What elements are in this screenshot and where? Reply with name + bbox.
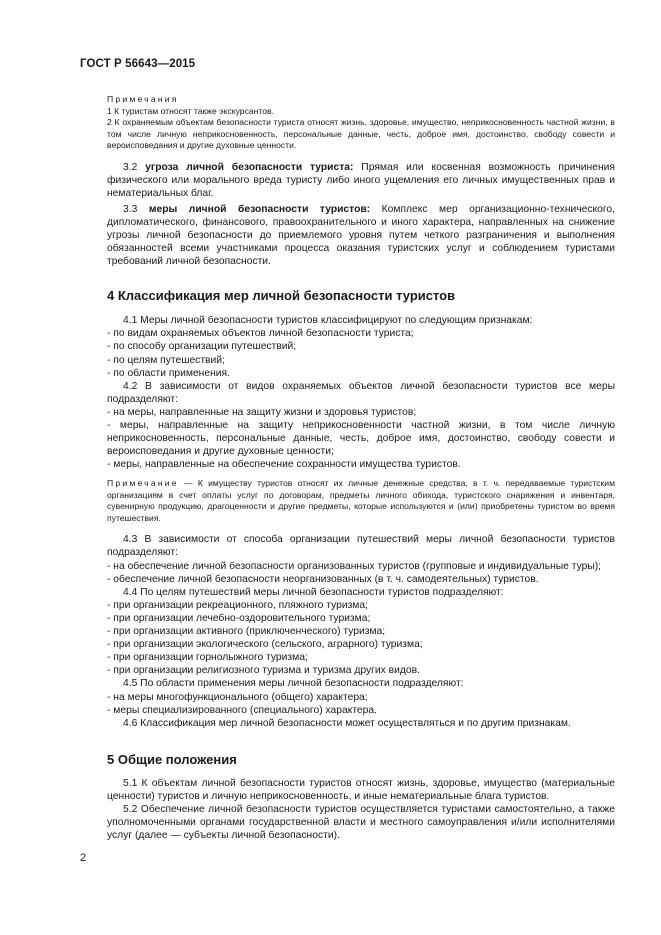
- definition-number: 3.2: [123, 161, 138, 173]
- paragraph-4-6: 4.6 Классификация мер личной безопасности может осуществляться и по другим признакам.: [123, 717, 571, 729]
- list-item: - обеспечение личной безопасности неорганизованных (в т. ч. самодеятельных) туристов.: [107, 573, 539, 585]
- list-item: - на обеспечение личной безопасности организованных туристов (групповые и индивидуальные туры);: [107, 560, 602, 572]
- paragraph-4-4: 4.4 По целям путешествий меры личной безопасности туристов подразделяют:: [123, 586, 504, 598]
- section-5-title: 5 Общие положения: [107, 751, 237, 767]
- note-item-2: 2 К охраняемым объектам безопасности туриста относят жизнь, здоровье, имущество, неприкосновенность частной жизни, в том числе личную неприкосновенность, персональные данные, честь, доброе имя, достоинство, свободу совести и вероисповедания и другие духовные ценности.: [107, 117, 615, 150]
- list-item: - при организации горнолыжного туризма;: [107, 652, 308, 664]
- definition-term: угроза личной безопасности туриста:: [145, 161, 354, 173]
- paragraph-4-1: 4.1 Меры личной безопасности туристов классифицируют по следующим признакам:: [123, 315, 533, 327]
- list-item: - меры, направленные на обеспечение сохранности имущества туристов.: [107, 459, 461, 471]
- definition-number: 3.3: [123, 203, 138, 215]
- paragraph-4-3: 4.3 В зависимости от способа организации путешествий меры личной безопасности туристов подразделяют:: [107, 534, 615, 559]
- list-item: - на меры, направленные на защиту жизни и здоровья туристов;: [107, 406, 417, 418]
- definition-text: Комплекс мер организационно-технического, дипломатического, финансового, правоохранительного и иного характера, направленных на снижение угрозы личной безопасности до приемлемого уровня путем четкого разграничения и выполнения обязанностей всеми участниками процесса оказания туристских услуг и соблюдением туристами требований личной безопасности.: [107, 203, 615, 268]
- notes-block: [107, 94, 615, 152]
- list-item: - меры, направленные на защиту неприкосновенности частной жизни, в том числе личную неприкосновенность, персональные данные, честь, доброе имя, достоинство, свободу совести и вероисповедания и другие духовные ценности;: [107, 420, 615, 458]
- paragraph-4-5: 4.5 По области применения меры личной безопасности подразделяют:: [123, 678, 464, 690]
- notes-title: Примечания: [107, 94, 179, 104]
- paragraph-5-2: 5.2 Обеспечение личной безопасности туристов осуществляется туристами самостоятельно, а также уполномоченными органами государственной власти и местного самоуправления и/или исполнителями услуг (далее — субъекты личной безопасности).: [107, 803, 615, 842]
- list-item: - по целям путешествий;: [107, 354, 225, 366]
- list-item: - при организации экологического (сельского, аграрного) туризма;: [107, 639, 423, 651]
- definition-term: меры личной безопасности туристов:: [148, 203, 371, 215]
- list-item: - при организации рекреационного, пляжного туризма;: [107, 599, 368, 611]
- list-item: - по способу организации путешествий;: [107, 341, 297, 353]
- page-content: [107, 94, 615, 842]
- note-item-1: 1 К туристам относят также экскурсантов.: [107, 105, 274, 116]
- list-item: - по видам охраняемых объектов личной безопасности туриста;: [107, 328, 414, 340]
- list-item: - при организации лечебно-оздоровительного туризма;: [107, 612, 371, 624]
- definition-3-3: [107, 203, 615, 268]
- list-item: - по области применения.: [107, 367, 230, 379]
- note-text: — К имуществу туристов относят их личные денежные средства, в т. ч. передаваемые туристским организациям в счет оплаты услуг по договорам, предметы личного обихода, туристского снаряжения и инвентаря, сувенирную продукцию, драгоценности и другие предметы, которые используются и (или) приобретены туристом во время путешествия.: [107, 478, 615, 523]
- section-4-title: 4 Классификация мер личной безопасности туристов: [107, 288, 456, 304]
- list-item: - при организации религиозного туризма и туризма других видов.: [107, 665, 420, 677]
- definition-3-2: [107, 161, 615, 200]
- standard-header: ГОСТ Р 56643—2015: [80, 58, 196, 70]
- paragraph-5-1: 5.1 К объектам личной безопасности туристов относят жизнь, здоровье, имущество (материальные ценности) туристов и личную неприкосновенность, и иные нематериальные блага туристов.: [107, 777, 615, 802]
- list-item: - при организации активного (приключенческого) туризма;: [107, 626, 386, 638]
- list-item: - на меры многофункционального (общего) характера;: [107, 691, 368, 703]
- note-label: Примечание: [107, 478, 179, 489]
- definition-text: Прямая или косвенная возможность причинения физического или морального вреда туристу либо иного ущемления его личных имущественных прав и нематериальных благ.: [107, 161, 615, 199]
- paragraph-4-2: 4.2 В зависимости от видов охраняемых объектов личной безопасности туристов все меры подразделяют:: [107, 380, 615, 405]
- page-number: 2: [80, 852, 87, 864]
- note-4-2: [107, 478, 615, 524]
- list-item: - меры специализированного (специального) характера.: [107, 704, 377, 716]
